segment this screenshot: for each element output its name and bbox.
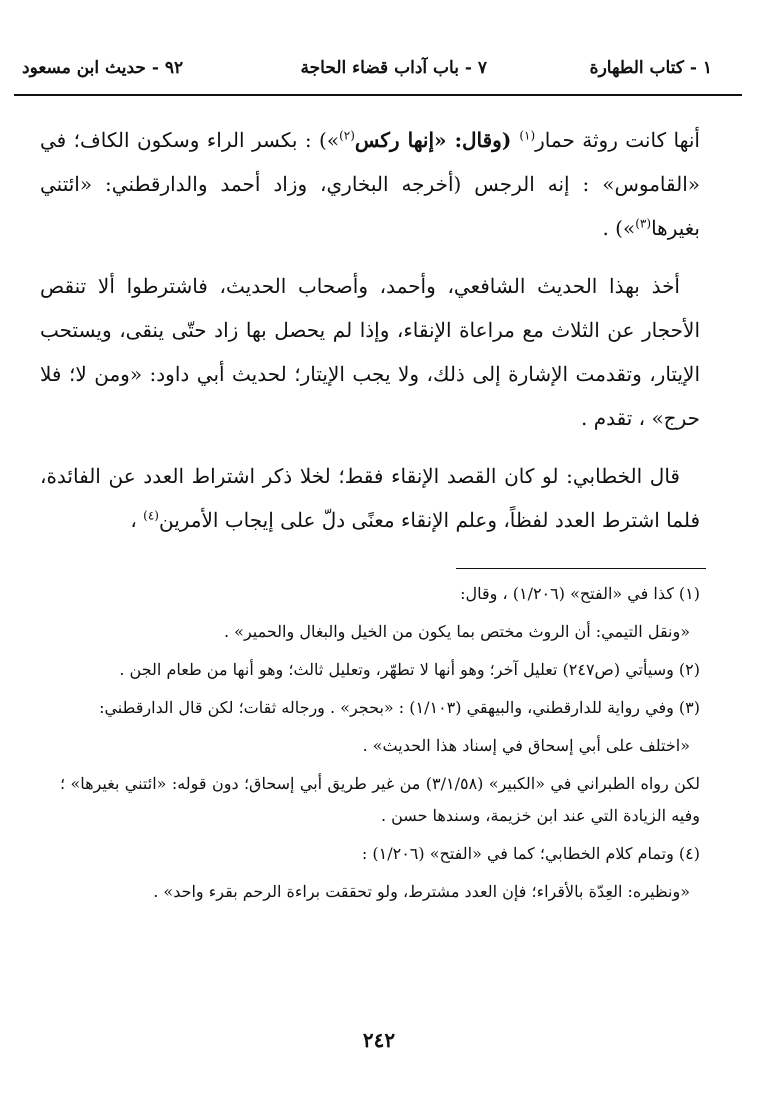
p3-text-1: قال الخطابي: لو كان القصد الإنقاء فقط؛ لخلا ذكر اشتراط العدد عن الفائدة، فلما اشترط العدد لفظاً، وعلم الإنقاء معنًى دلّ على إيجاب الأمرين bbox=[40, 464, 700, 532]
running-header bbox=[14, 50, 742, 92]
paragraph-1 bbox=[40, 118, 700, 250]
header-book-title: ١ - كتاب الطهارة bbox=[589, 58, 712, 78]
footnote-divider bbox=[456, 568, 706, 569]
footnote-ref-1: (١) bbox=[519, 128, 536, 143]
footnote-1: (١) كذا في «الفتح» (١/٢٠٦) ، وقال: bbox=[460, 584, 700, 603]
p1-text-1: أنها كانت روثة حمار bbox=[535, 128, 700, 152]
footnote-4: (٤) وتمام كلام الخطابي؛ كما في «الفتح» (١/٢٠٦) : bbox=[361, 844, 700, 863]
paragraph-2 bbox=[40, 264, 700, 440]
p1-text-2: (وقال: «إنها ركس bbox=[354, 128, 520, 152]
footnote-2: (٢) وسيأتي (ص٢٤٧) تعليل آخر؛ وهو أنها لا تطهّر، وتعليل ثالث؛ وهو أنها من طعام الجن . bbox=[119, 660, 700, 679]
p2-text: أخذ بهذا الحديث الشافعي، وأحمد، وأصحاب الحديث، فاشترطوا ألا تنقص الأحجار عن الثلاث مع مراعاة الإنقاء، وإذا لم يحصل بها زاد حتّى ينقى، ويستحب الإيتار، وتقدمت الإشارة إلى ذلك، ولا يجب الإيتار؛ لحديث أبي داود: «ومن لا؛ فلا حرج» ، تقدم . bbox=[40, 274, 700, 430]
footnotes bbox=[60, 578, 700, 914]
main-text bbox=[40, 118, 700, 556]
header-divider bbox=[14, 94, 742, 96]
footnote-ref-3: (٣) bbox=[635, 216, 652, 231]
footnote-4-quote: «ونظيره: العِدّة بالأقراء؛ فإن العدد مشترط، ولو تحققت براءة الرحم بقرء واحد» . bbox=[153, 882, 690, 901]
p1-text-3: ») : بكسر الراء وسكون الكاف؛ في «القاموس» : إنه الرجس (أخرجه البخاري، وزاد أحمد والدارقطني: «ائتني بغيرها bbox=[40, 128, 700, 240]
p1-text-4: ») . bbox=[602, 216, 636, 240]
footnote-3-continued: لكن رواه الطبراني في «الكبير» (٣/١/٥٨) من غير طريق أبي إسحاق؛ دون قوله: «ائتني بغيرها» ؛ وفيه الزيادة التي عند ابن خزيمة، وسندها حسن . bbox=[60, 774, 700, 825]
paragraph-3 bbox=[40, 454, 700, 542]
page-number: ٢٤٢ bbox=[362, 1028, 396, 1052]
header-chapter-title: ٧ - باب آداب قضاء الحاجة bbox=[300, 58, 487, 78]
footnote-ref-2: (٢) bbox=[339, 128, 355, 143]
footnote-3-quote: «اختلف على أبي إسحاق في إسناد هذا الحديث» . bbox=[362, 736, 690, 755]
footnote-3: (٣) وفي رواية للدارقطني، والبيهقي (١/١٠٣) : «بحجر» . ورجاله ثقات؛ لكن قال الدارقطني: bbox=[99, 698, 700, 717]
footnote-1-quote: «ونقل التيمي: أن الروث مختص بما يكون من الخيل والبغال والحمير» . bbox=[223, 622, 690, 641]
p3-text-2: ، bbox=[130, 508, 144, 532]
footnote-ref-4: (٤) bbox=[143, 508, 159, 523]
header-hadith-title: ٩٢ - حديث ابن مسعود bbox=[22, 58, 184, 78]
